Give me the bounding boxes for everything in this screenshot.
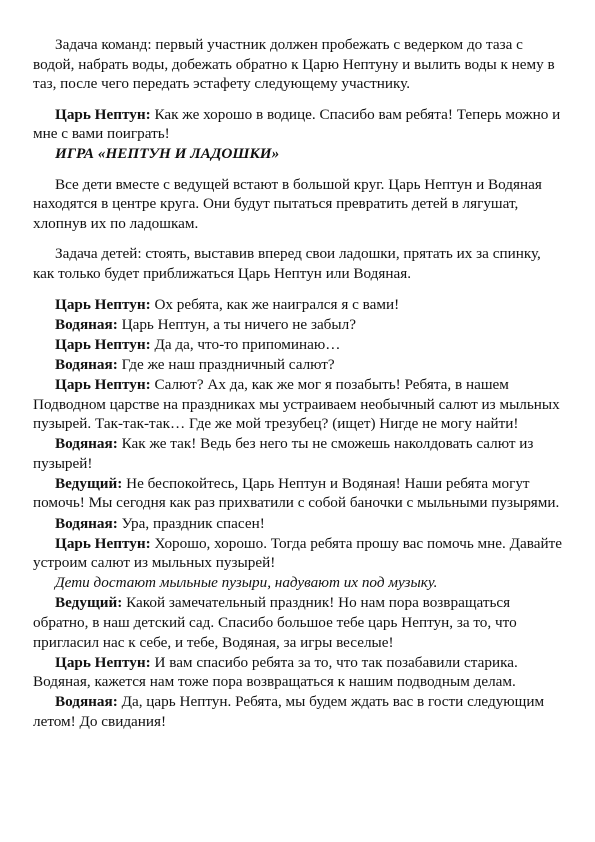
page-content: [33, 35, 563, 732]
line-text: Где же наш праздничный салют?: [117, 355, 335, 373]
line-text: Да, царь Нептун. Ребята, мы будем ждать вас в гости следующим летом! До свидания!: [33, 693, 545, 730]
speaker-label: Царь Нептун:: [55, 375, 151, 393]
dialogue-line: [33, 653, 563, 692]
dialogue-line: [33, 355, 563, 375]
speaker-label: Ведущий:: [55, 594, 123, 612]
line-text: Царь Нептун, а ты ничего не забыл?: [117, 315, 356, 333]
dialogue-line: [33, 534, 563, 573]
remark-text: Как же хорошо в водице. Спасибо вам ребята! Теперь можно и мне с вами поиграть!: [33, 105, 561, 143]
line-text: Салют? Ах да, как же мог я позабыть! Ребята, в нашем Подводном царстве на праздниках мы устраиваем необычный салют из мыльных пузырей. Так-так-так… Где же мой трезубец? (ищет) Нигде не могу найти!: [33, 375, 560, 433]
dialogue-line: [33, 474, 563, 513]
line-text: Как же так! Ведь без него ты не сможешь наколдовать салют из пузырей!: [33, 435, 534, 472]
speaker-label: Водяная:: [55, 315, 118, 333]
speaker-label: Водяная:: [55, 355, 118, 373]
speaker-label: Царь Нептун:: [55, 653, 151, 671]
dialogue-line: [33, 315, 563, 335]
speaker-label: Царь Нептун:: [55, 335, 151, 353]
line-text: Ох ребята, как же наигрался я с вами!: [150, 295, 400, 313]
stage-direction: Дети достают мыльные пузыри, надувают их под музыку.: [55, 574, 438, 592]
line-text: Да да, что-то припоминаю…: [150, 335, 341, 353]
speaker-label: Ведущий:: [55, 474, 123, 492]
neptune-remark-paragraph: [33, 105, 563, 144]
speaker-label: Водяная:: [55, 693, 118, 711]
speaker-label: Царь Нептун:: [55, 534, 151, 552]
dialogue-line: [33, 335, 563, 355]
dialogue-line: [33, 514, 563, 534]
line-text: Не беспокойтесь, Царь Нептун и Водяная! Наши ребята могут помочь! Мы сегодня как раз прихватили с собой баночки с мыльными пузырями.: [33, 474, 560, 512]
children-task-paragraph: Задача детей: стоять, выставив вперед свои ладошки, прятать их за спинку, как только будет приближаться Царь Нептун или Водяная.: [33, 245, 541, 282]
speaker-label: Царь Нептун:: [55, 105, 151, 123]
dialogue-block: [33, 295, 563, 732]
dialogue-line: [33, 593, 563, 652]
speaker-label: Царь Нептун:: [55, 295, 151, 313]
game-heading: ИГРА «НЕПТУН И ЛАДОШКИ»: [55, 144, 280, 162]
line-text: Какой замечательный праздник! Но нам пора возвращаться обратно, в наш детский сад. Спасибо большое тебе царь Нептун, за то, что пригласил нас к себе, и тебе, Водяная, за игры веселые!: [33, 594, 517, 651]
speaker-label: Водяная:: [55, 435, 118, 453]
line-text: Ура, праздник спасен!: [117, 514, 265, 532]
speaker-label: Водяная:: [55, 514, 118, 532]
dialogue-line: [33, 295, 563, 315]
dialogue-line: [33, 692, 563, 731]
line-text: Хорошо, хорошо. Тогда ребята прошу вас помочь мне. Давайте устроим салют из мыльных пузырей!: [33, 534, 562, 572]
line-text: И вам спасибо ребята за то, что так позабавили старика. Водяная, кажется нам тоже пора возвращаться к нашим подводным делам.: [33, 653, 518, 691]
dialogue-line: [33, 375, 563, 434]
relay-task-paragraph: Задача команд: первый участник должен пробежать с ведерком до таза с водой, набрать воды, добежать обратно к Царю Нептуну и вылить воды к нему в таз, после чего передать эстафету следующему участнику.: [33, 36, 555, 93]
dialogue-line: [33, 434, 563, 473]
game-description-paragraph: Все дети вместе с ведущей встают в большой круг. Царь Нептун и Водяная находятся в центре круга. Они будут пытаться превратить детей в лягушат, хлопнув их по ладошкам.: [33, 175, 542, 232]
